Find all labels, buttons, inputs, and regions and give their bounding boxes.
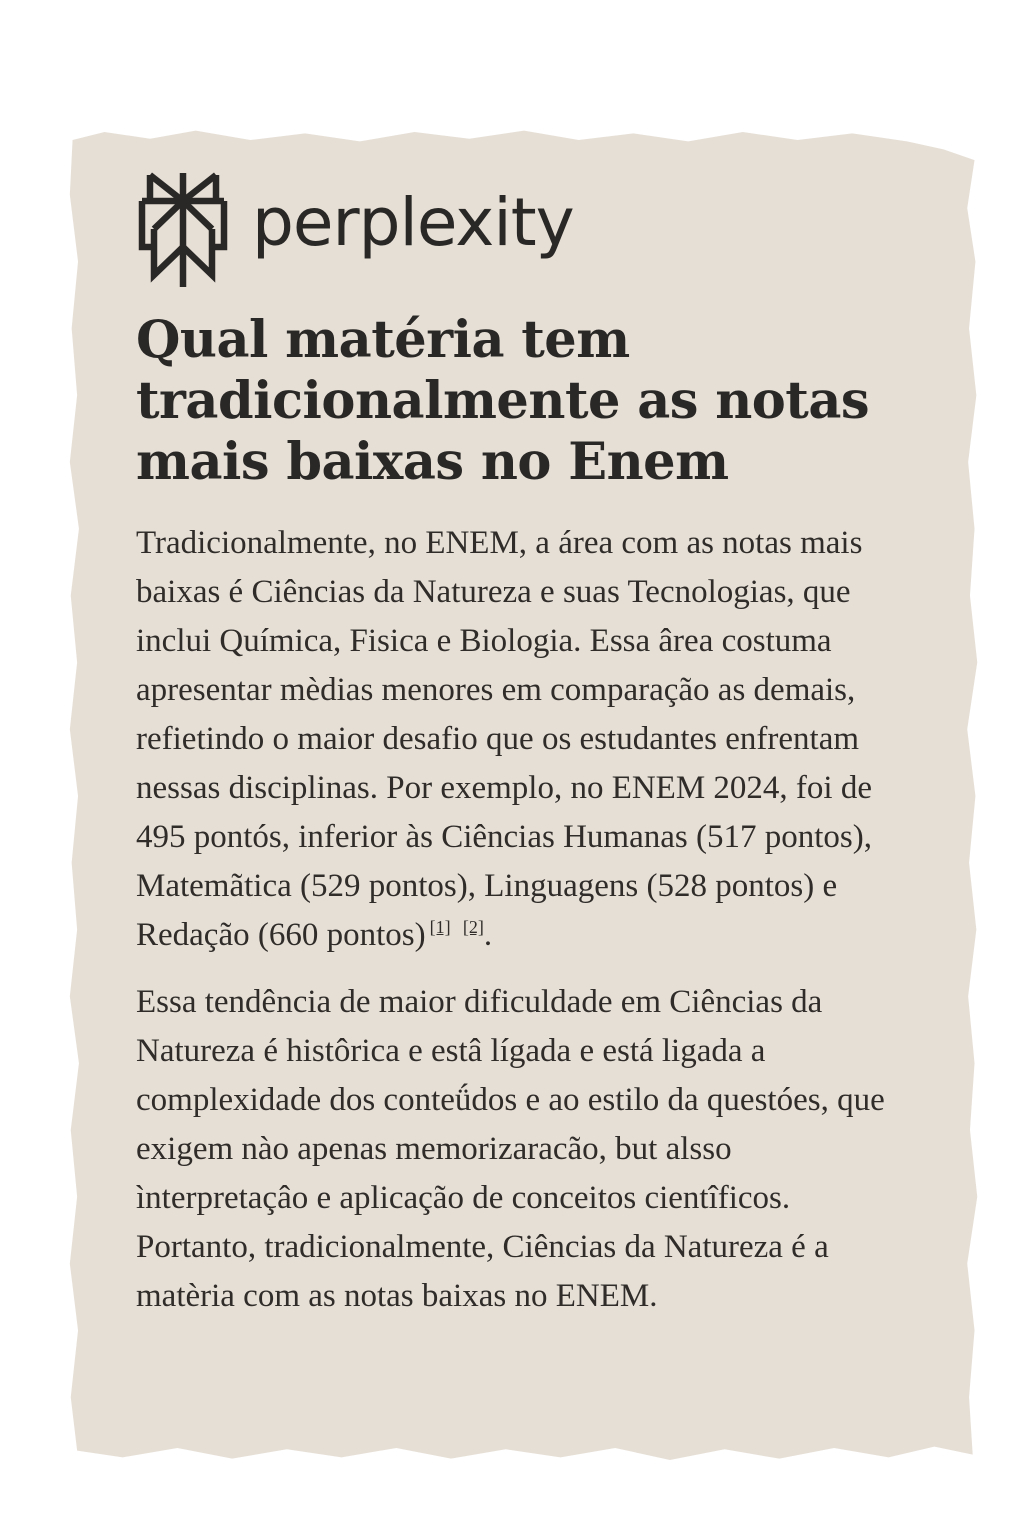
paragraph-1-text: Tradicionalmente, no ENEM, a área com as notas mais baixas é Ciências da Natureza e suas Tecnologias, que inclui Química, Fisica e Biologia. Essa ârea costuma apresentar mèdias menores em comparação as demais, refietindo o maior desafio que os estudantes enfrentam nessas disciplinas. Por exemplo, no ENEM 2024, foi de 495 pontós, inferior às Ciências Humanas (517 pontos), Matemãtica (529 pontos), Linguagens (528 pontos) e Redação (660 pontos) [136,525,872,953]
article-title: Qual matéria tem tradicionalmente as notas mais baixas no Enem [136,310,870,492]
perplexity-logo-icon [136,171,230,289]
article-paragraph-2: Essa tendência de maior dificuldade em Ciências da Natureza é histôrica e estâ lígada e está ligada a complexidade dos conteǘdos e ao estilo da questóes, que exigem nào apenas memorizaracão, but alsso ìnterpretaçâo e aplicação de conceitos cientîficos. Portanto, tradicionalmente, Ciências da Natureza é a matèria com as notas baixas no ENEM. [136,984,885,1314]
paragraph-1-end: . [483,917,493,953]
article-paragraph-1 [136,519,896,960]
clipping-content [136,170,896,1321]
citation-1-link[interactable]: [1] [429,917,451,937]
citation-2-link[interactable]: [2] [462,917,484,937]
brand-header [136,170,896,290]
brand-name: perplexity [252,184,574,261]
